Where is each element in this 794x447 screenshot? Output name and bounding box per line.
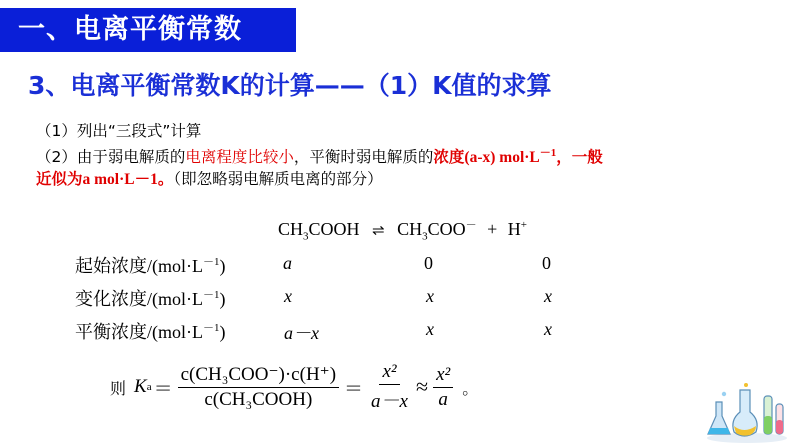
row-label-text: 平衡浓度 — [75, 322, 147, 343]
formula-prefix: 则 — [110, 378, 127, 398]
fraction-denominator: c(CH₃COOH) — [204, 389, 313, 410]
row-unit-end: ) — [219, 256, 226, 276]
fraction-numerator: c(CH₃COO⁻)·c(H⁺) — [178, 363, 339, 388]
step-2-expression-sup: －1 — [539, 147, 557, 159]
cell-equilibrium-hydrogen: x — [544, 319, 552, 339]
step-2-expression: (a-x) mol·L — [464, 149, 540, 167]
lab-flasks-icon — [704, 382, 790, 444]
eq-product-1-charge: － — [465, 219, 477, 231]
row-label-text: 起始浓度 — [75, 256, 147, 277]
formula-k: K — [134, 376, 147, 397]
page-heading: 3、电离平衡常数K的计算——（1）K值的求算 — [28, 71, 552, 100]
row-unit: /(mol·L — [147, 289, 203, 309]
row-unit-end: ) — [219, 289, 226, 309]
row-label-initial — [75, 252, 226, 278]
section-banner: 一、电离平衡常数 — [0, 8, 296, 52]
cell-change-acetate: x — [426, 286, 434, 306]
ka-formula — [110, 357, 486, 417]
cell-equilibrium-acid: a－x — [284, 323, 319, 343]
row-unit-sup: －1 — [203, 256, 220, 268]
cell-initial-acid: a — [283, 253, 292, 273]
eq-product-1-sub: 3 — [422, 230, 428, 243]
fraction-ka-exact — [368, 361, 411, 413]
formula-k-sub: a — [146, 381, 152, 393]
ionization-equation — [278, 216, 527, 243]
eq-reactant-rest: COOH — [308, 219, 360, 239]
eq-product-1: CH — [397, 219, 423, 239]
cell-initial-acetate: 0 — [424, 253, 433, 273]
step-2-emphasis-ionization: 电离程度比较小 — [185, 148, 294, 167]
eq-plus: + — [487, 219, 498, 239]
cell-change-acid: x — [284, 286, 292, 306]
fraction-denominator: a－x — [371, 391, 408, 412]
fraction-numerator: x² — [433, 364, 453, 388]
fraction-ka-approx — [433, 364, 453, 411]
fraction-denominator: a — [438, 388, 448, 410]
cell-equilibrium-acetate: x — [426, 319, 434, 339]
formula-equals: ＝ — [153, 378, 173, 400]
step-1-text: （1）列出“三段式”计算 — [36, 122, 202, 140]
row-label-equilibrium — [75, 318, 226, 344]
equilibrium-arrow-icon: ⇌ — [372, 223, 385, 239]
eq-product-1-rest: COO — [427, 219, 466, 239]
formula-end: 。 — [462, 378, 479, 398]
row-label-change — [75, 285, 226, 311]
fraction-numerator: x² — [379, 361, 399, 385]
step-2-text — [36, 144, 603, 167]
row-unit: /(mol·L — [147, 322, 203, 342]
step-2-note: （即忽略弱电解质电离的部分） — [173, 170, 383, 188]
approx-icon: ≈ — [415, 374, 429, 399]
cell-initial-hydrogen: 0 — [542, 253, 551, 273]
row-unit-sup: －1 — [203, 322, 220, 334]
row-unit: /(mol·L — [147, 256, 203, 276]
step-2-approx-value: a mol·L－1。 — [82, 171, 174, 188]
row-unit-end: ) — [219, 322, 226, 342]
step-2-intro: （2）由于弱电解质的 — [36, 148, 186, 167]
row-label-text: 变化浓度 — [75, 289, 147, 310]
row-unit-sup: －1 — [203, 289, 220, 301]
step-2-continued — [36, 167, 383, 189]
fraction-ka-definition — [178, 363, 339, 411]
eq-product-2: H — [507, 219, 521, 239]
cell-change-hydrogen: x — [544, 286, 552, 306]
step-2-approx-label: 近似为 — [36, 170, 83, 188]
step-2-middle: ，平衡时弱电解质的 — [293, 148, 434, 167]
formula-equals-2: ＝ — [344, 378, 364, 400]
eq-reactant: CH — [278, 219, 304, 239]
eq-reactant-sub: 3 — [303, 230, 309, 243]
step-2-emphasis-concentration: 浓度 — [433, 148, 465, 167]
step-2-tail: ，一般 — [556, 148, 603, 167]
eq-product-2-charge: + — [520, 219, 528, 231]
